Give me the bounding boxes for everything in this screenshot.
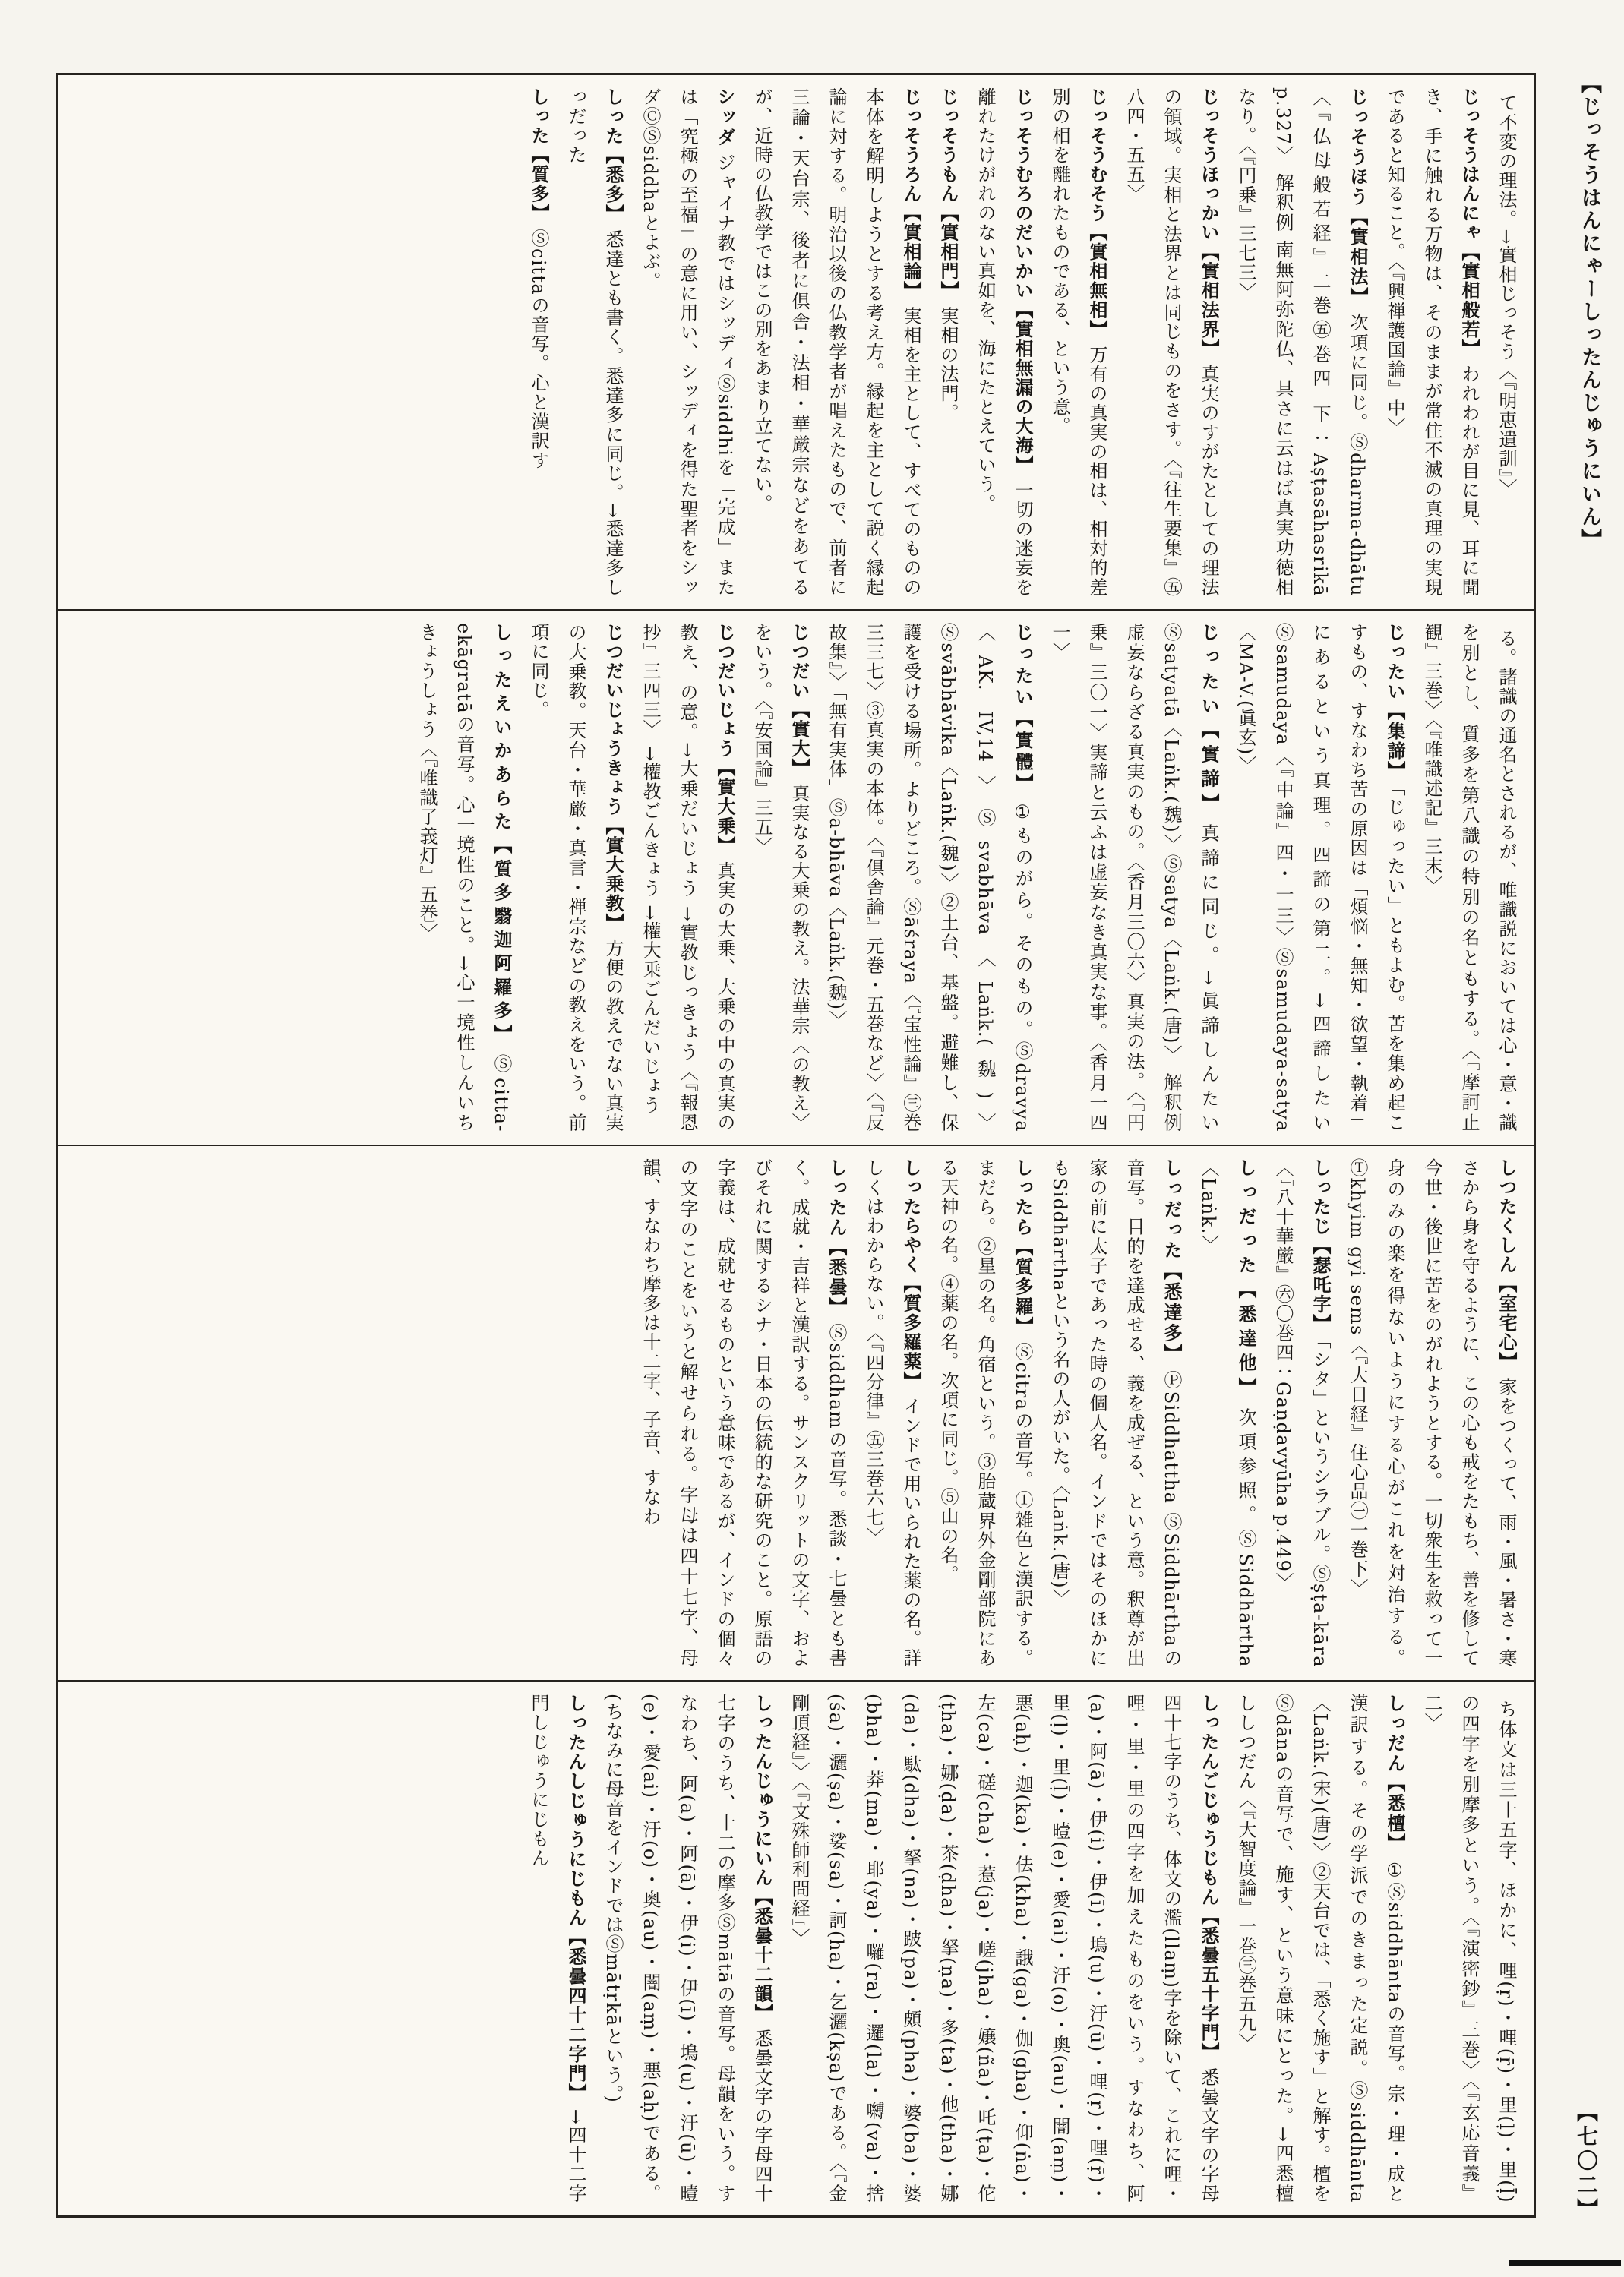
dict-entry — [1413, 623, 1524, 1132]
entry-body: 真実なる大乗の教え。法華宗〈の教え〉をいう。〈『安国論』三五〉 — [751, 623, 810, 1132]
dict-entry — [1227, 1694, 1413, 2203]
dict-entry — [520, 87, 557, 597]
dict-entry — [408, 623, 520, 1132]
entry-body: 実相の法門。 — [937, 306, 959, 423]
dict-entry — [520, 623, 631, 1132]
dict-entry — [1413, 1694, 1524, 2203]
entry-body: 悉達とも書く。悉達多に同じ。→悉達多しっだった — [565, 87, 624, 598]
entry-headword: じつだいじょう【實大乗】 — [714, 623, 735, 855]
dict-entry — [743, 623, 817, 1132]
entry-body: 真実のすがたとしての理法の領域。実相と法界とは同じものをさす。〈『往生要集』㊄八四・五五〉 — [1123, 87, 1219, 597]
entry-headword: しったん【悉曇】 — [826, 1158, 847, 1318]
dict-entry — [1041, 1158, 1190, 1668]
entry-body: われわれが目に見、耳に聞き、手に触れる万物は、そのままが常住不滅の真理の実現であると知ること。〈『興禅護国論』中〉 — [1384, 87, 1480, 598]
dict-entry — [631, 87, 743, 597]
dict-entry — [929, 87, 966, 597]
dict-entry — [1190, 1158, 1264, 1668]
entry-body: 真諦に同じ。→眞諦しんたい Ⓢsatyatā〈Laṅk.(魏)〉Ⓢsatya〈Laṅk.(唐)〉 解釈例 虚妄ならざる真実のもの。〈香月三〇六〉真実の法。〈『円乗』三〇一〉実諦と云ふは虚妄なき真実な事。〈香月一四一〉 — [1049, 623, 1219, 1133]
entry-headword: じつだいじょうきょう【實大乗教】 — [602, 623, 624, 933]
entry-body: 「シタ」というシラブル。Ⓢṣṭa-kāra〈『八十華厳』㊅〇巻四：Gaṇḍavyūha p.449〉 — [1272, 1158, 1331, 1669]
band-3 — [58, 1146, 1534, 1682]
content-frame — [56, 73, 1536, 2218]
entry-headword: しっだった【悉達他】 — [1235, 1158, 1256, 1402]
band-1 — [58, 75, 1534, 611]
entry-body: 「じゅったい」ともよむ。苦を集め起こすもの、すなわち苦の原因は「煩悩・無知・欲望・執着」にあるという真理。四諦の第二。→四諦したい Ⓢsamudaya〈『中論』四・一三〉Ⓢsamudaya-satya〈MA-V.(眞玄)〉 — [1235, 623, 1405, 1133]
dict-entry — [594, 1694, 780, 2203]
entry-body: ⓅSiddhattha ⓈSiddhārthaの音写。目的を達成せる、義を成ぜる、という意。釈尊が出家の前に太子であった時の個人名。インドではそのほかにもSiddhārthaという名の人がいた。〈Laṅk.(唐)〉 — [1049, 1158, 1182, 1669]
dict-entry — [743, 87, 929, 597]
entry-body: Ⓢcittaの音写。心と漢訳す — [528, 229, 549, 470]
entry-body: る。諸識の通名とされるが、唯識説においては心・意・識を別とし、質多を第八識の特別の名ともする。〈『摩訶止観』三巻〉〈『唯識述記』三末〉 — [1421, 623, 1517, 1132]
entry-body: 万有の真実の相は、相対的差別の相を離れたものである、という意。 — [1049, 87, 1107, 597]
entry-headword: じったい【實諦】 — [1198, 623, 1219, 818]
entry-headword: じっそうほう【實相法】 — [1347, 87, 1368, 308]
band-4 — [58, 1682, 1534, 2215]
dict-entry — [1041, 623, 1227, 1132]
entry-headword: じっそうほっかい【實相法界】 — [1198, 87, 1219, 358]
band-2 — [58, 611, 1534, 1146]
entry-headword: しったんしじゅうにじもん【悉曇四十二字門】 — [565, 1694, 586, 2103]
dict-entry — [1115, 87, 1227, 597]
entry-headword: しったんごじゅうじもん【悉曇五十字門】 — [1198, 1694, 1219, 2062]
entry-headword: じっそうむそう【實相無相】 — [1086, 87, 1107, 339]
dict-entry — [817, 623, 1041, 1132]
dict-entry — [966, 87, 1041, 597]
dict-entry — [855, 1158, 929, 1668]
entry-headword: じったい【集諦】 — [1384, 623, 1405, 781]
entry-body: →四十二字門しじゅうにじもん — [528, 1694, 586, 2204]
entry-body: Ⓢcitta-ekāgratāの音写。心一境性のこと。→心一境性しんいちきょうしょう〈『唯識了義灯』五巻〉 — [416, 623, 512, 1133]
entry-body: ち体文は三十五字、ほかに、哩(ṛ)・哩(ṝ)・里(ḷ)・里(ḹ)の四字を別摩多という。〈『演密鈔』三巻〉〈『玄応音義』二〉 — [1421, 1694, 1517, 2203]
entry-body: 真実の大乗、大乗の中の真実の教え、の意。→大乗だいじょう →實教じっきょう〈『報恩抄』三四三〉 →權教ごんきょう →權大乗ごんだいじょう — [640, 623, 735, 1132]
dict-entry — [520, 1694, 594, 2203]
entry-body: 家をつくって、雨・風・暑さ・寒さから身を守るように、この心も戒をたもち、善を修して今世・後世に苦をのがれようとする。一切衆生を救って一身のみの楽を得ないようにする心がこれを対治する。Ⓣkhyim gyi sems〈『大日経』住心品㊀一巻下〉 — [1347, 1158, 1517, 1669]
entry-body: 実相を主として、すべてのものの本体を解明しようとする考え方。縁起を主として説く縁起論に対する。明治以後の仏教学者が唱えたもので、前者に三論・天台宗、後者に倶舎・法相・華厳宗などをあてるが、近時の仏教学ではこの別をあまり立てない。 — [751, 87, 921, 598]
entry-body: 方便の教えでない真実の大乗教。天台・華厳・真言・禅宗などの教えをいう。前項に同じ。 — [528, 623, 624, 1132]
dict-entry — [631, 1158, 855, 1668]
entry-body: て不変の理法。→實相じっそう〈『明恵遺訓』〉 — [1496, 93, 1517, 499]
dict-entry — [780, 1694, 1227, 2203]
entry-body: 一切の迷妄を離れたけがれのない真如を、海にたとえていう。 — [975, 87, 1033, 597]
entry-headword: じっそうもん【實相門】 — [937, 87, 959, 301]
entry-headword: しったらやく【質多羅薬】 — [900, 1158, 921, 1391]
dict-entry — [1338, 1158, 1524, 1668]
running-head: 【じっそうはんにゃーしったんじゅうにいん】 — [1578, 73, 1601, 551]
entry-headword: シッダ — [714, 87, 735, 148]
dict-entry — [1264, 1158, 1338, 1668]
entry-headword: しったえいかあらた【質多翳迦阿羅多】 — [491, 623, 512, 1049]
entry-body: インドで用いられた薬の名。詳しくはわからない。〈『四分律』㊄三巻六七〉 — [863, 1158, 921, 1668]
page-number: 【七〇二】 — [1574, 2101, 1599, 2222]
dict-entry — [631, 623, 743, 1132]
dict-entry — [929, 1158, 1041, 1668]
entry-body: 次項参照。ⓈSiddhārtha〈Laṅk.〉 — [1198, 1158, 1256, 1668]
dict-entry — [1227, 623, 1413, 1132]
entry-headword: じっそうむろのだいかい【實相無漏の大海】 — [1012, 87, 1033, 475]
entry-headword: しっだった【悉達多】 — [1161, 1158, 1182, 1365]
entry-body: 悉曇文字の字母四十七字のうち、十二の摩多Ⓢmātāの音写。母韻をいう。すなわち、阿(a)・阿(ā)・伊(i)・伊(ī)・塢(u)・汙(ū)・曀(e)・愛(ai)・汙(o)・奥(au)・闇(aṃ)・悪(aḥ)である。(ちなみに母音をインドではⓈmātṛkāという。) — [602, 1694, 773, 2203]
entry-headword: じつだい【實大】 — [788, 623, 810, 778]
entry-body: 次項に同じ。Ⓢdharma-dhātu〈『仏母般若経』二巻㊄巻四 下：Aṣṭasāhasrikā p.327〉 解釈例 南無阿弥陀仏、具さに云はば真実功徳相なり。〈『円乗』三七三〉 — [1235, 87, 1368, 597]
entry-headword: じっそうはんにゃ【實相般若】 — [1458, 87, 1480, 358]
dict-entry — [1487, 87, 1524, 597]
dict-entry — [1041, 87, 1115, 597]
entry-headword: しったら【質多羅】 — [1012, 1158, 1033, 1337]
entry-headword: じっそうろん【實相論】 — [900, 87, 921, 301]
print-registration-mark — [1509, 2260, 1621, 2266]
entry-body: 悉曇文字の字母四十七字のうち、体文の濫(llaṃ)字を除いて、これに哩・哩・里・里の四字を加えたものをいう。すなわち、阿(a)・阿(ā)・伊(i)・伊(ī)・塢(u)・汙(ū)・哩(ṛ)・哩(ṝ)・里(ḷ)・里(ḹ)・曀(e)・愛(ai)・汙(o)・奥(au)・闇(aṃ)・悪(aḥ)・迦(ka)・佉(kha)・誐(ga)・伽(gha)・仰(ṅa)・左(ca)・磋(cha)・惹(ja)・嵯(jha)・嬢(ña)・吒(ṭa)・佗(ṭha)・娜(ḍa)・茶(ḍha)・拏(ṇa)・多(ta)・他(tha)・娜(da)・駄(dha)・拏(na)・跛(pa)・頗(pha)・婆(ba)・婆(bha)・莽(ma)・耶(ya)・囉(ra)・邏(la)・嚩(va)・捨(śa)・灑(ṣa)・娑(sa)・訶(ha)・乞灑(kṣa)である。〈『金剛頂経』〉〈『文殊師利問経』〉 — [788, 1694, 1219, 2203]
entry-headword: じったい【實體】 — [1012, 623, 1033, 795]
dict-entry — [1376, 87, 1487, 597]
entry-headword: しった【悉多】 — [602, 87, 624, 224]
entry-body: ジャイナ教ではシッディⓈsiddhiを「完成」または「究極の至福」の意に用い、シッディを得た聖者をシッダⒸⓈsiddhaとよぶ。 — [640, 87, 735, 598]
entry-headword: しっだん【悉檀】 — [1384, 1694, 1405, 1854]
entry-body: Ⓢsiddhamの音写。悉談・七曇とも書く。成就・吉祥と漢訳する。サンスクリットの文字、およびそれに関するシナ・日本の伝統的な研究のこと。原語の字義は、成就せるものという意味であるが、インドの個々の文字のことをいうと解せられる。字母は四十七字、母韻、すなわち摩多は十二字、子音、すなわ — [640, 1158, 847, 1669]
entry-headword: しつたくしん【室宅心】 — [1496, 1158, 1517, 1372]
entry-body: ①Ⓢsiddhāntaの音写。宗・理・成と漢訳する。その学派でのきまった定説。Ⓢsiddhānta〈Laṅk.(宋)(唐)〉②天台では、「悉く施す」と解す。檀をⓈdānaの音写で、施す、という意味にとった。→四悉檀ししつだん〈『大智度論』一巻㊂巻五九〉 — [1235, 1694, 1405, 2204]
entry-headword: しったじ【瑟吒字】 — [1310, 1158, 1331, 1334]
entry-body: Ⓢcitraの音写。①雑色と漢訳する。まだら。②星の名。角宿という。③胎蔵界外金剛部院にある天神の名。④薬の名。次項に同じ。⑤山の名。 — [937, 1158, 1033, 1668]
entry-body: ①ものがら。そのもの。Ⓢdravya〈AK. IV,14〉Ⓢsvabhāva〈Laṅk.(魏)〉Ⓢsvābhāvika〈Laṅk.(魏)〉②土台、基盤。避難し、保護を受ける場所。よりどころ。Ⓢāśraya〈『宝性論』㊂巻三三七〉③真実の本体。〈『倶舎論』元巻・五巻など〉〈『反故集』〉「無有実体」Ⓢa-bhāva〈Laṅk.(魏)〉 — [826, 623, 1033, 1132]
dict-entry — [557, 87, 631, 597]
dict-entry — [1227, 87, 1376, 597]
entry-headword: しった【質多】 — [528, 87, 549, 223]
entry-headword: しったんじゅうにいん【悉曇十二韻】 — [751, 1694, 773, 2023]
